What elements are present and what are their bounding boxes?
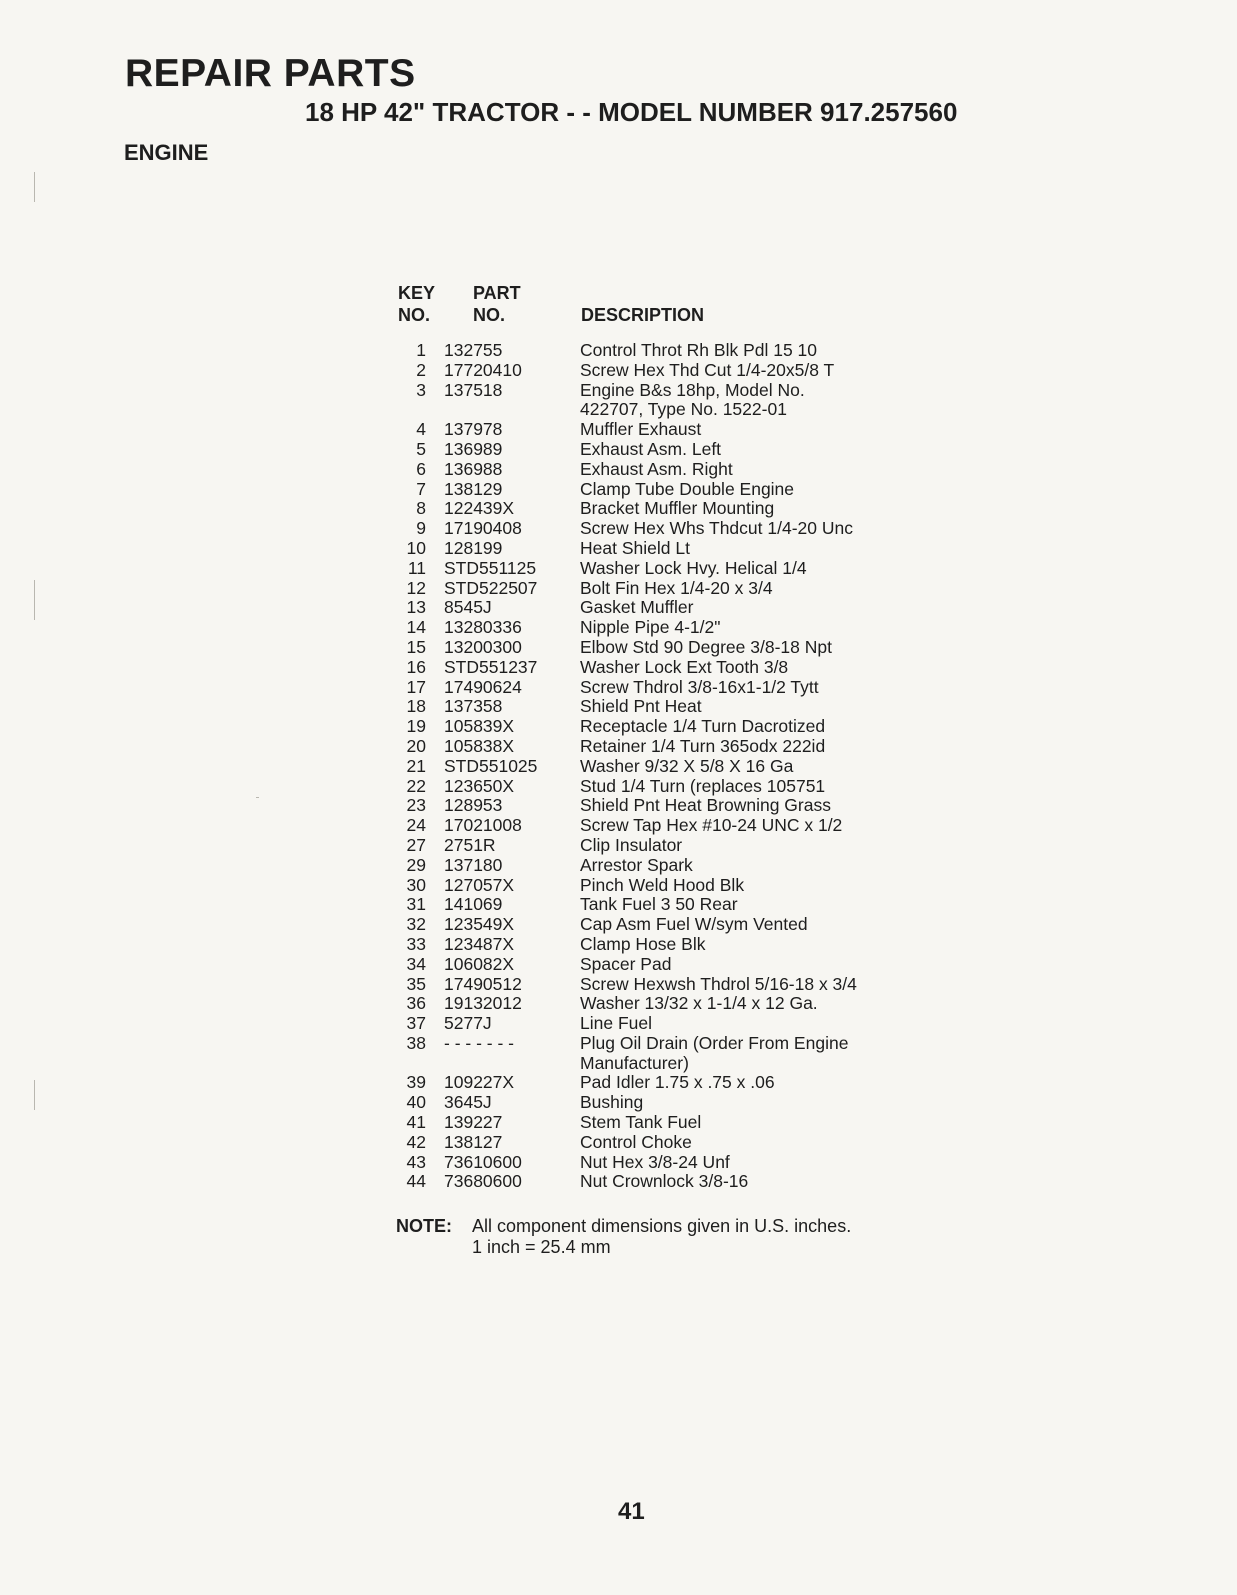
description-cell: Clip Insulator [580,834,683,855]
key-cell: 4 [416,419,426,440]
part-number-cell: 17021008 [444,815,522,836]
key-cell: 39 [406,1072,426,1093]
table-row [396,519,936,539]
page-number: 41 [618,1498,645,1525]
key-cell: 6 [416,458,426,479]
part-number-cell: 17490624 [444,676,522,697]
table-row [396,895,936,915]
description-cell: Nut Hex 3/8-24 Unf [580,1151,730,1172]
part-number-cell: 5277J [444,1013,492,1034]
table-row [396,777,936,797]
part-number-cell: 137180 [444,854,503,875]
part-number-cell: 8545J [444,597,492,618]
table-body [396,341,936,1192]
key-cell: 35 [406,973,426,994]
key-cell: 43 [406,1151,426,1172]
table-row [396,678,936,698]
key-cell: 32 [406,914,426,935]
table-row [396,836,936,856]
table-row [396,361,936,381]
part-number-cell: 2751R [444,834,496,855]
description-cell: Control Choke [580,1131,692,1152]
table-row [396,1093,936,1113]
key-cell: 12 [406,577,426,598]
key-cell: 30 [406,874,426,895]
note-line-2: 1 inch = 25.4 mm [472,1237,611,1257]
table-row [396,381,936,421]
key-cell: 31 [406,894,426,915]
description-cell: Shield Pnt Heat [580,696,702,717]
key-cell: 1 [416,340,426,360]
part-number-cell: 136989 [444,438,503,459]
description-cell: Line Fuel [580,1013,652,1034]
header-key: KEY [398,283,436,303]
key-cell: 7 [416,478,426,499]
description-cell: Exhaust Asm. Right [580,458,733,479]
table-row [396,598,936,618]
part-number-cell: 137518 [444,379,503,400]
table-row [396,757,936,777]
key-cell: 19 [406,716,426,737]
header-part: PART [473,283,521,303]
key-cell: 10 [406,537,426,558]
part-number-cell: STD551025 [444,755,538,776]
key-cell: 27 [406,834,426,855]
scan-mark [34,580,35,620]
key-cell: 8 [416,498,426,519]
key-cell: 13 [406,597,426,618]
description-cell: Screw Thdrol 3/8-16x1-1/2 Tytt [580,676,819,697]
part-number-cell: 105838X [444,735,515,756]
part-number-cell: 13200300 [444,636,522,657]
key-cell: 23 [406,795,426,816]
part-number-cell: 73680600 [444,1171,522,1192]
key-cell: 44 [406,1171,426,1192]
description-cell: Washer Lock Hvy. Helical 1/4 [580,557,807,578]
description-cell: Clamp Hose Blk [580,933,706,954]
description-cell: Pinch Weld Hood Blk [580,874,745,895]
description-cell: Tank Fuel 3 50 Rear [580,894,738,915]
key-cell: 36 [406,993,426,1014]
part-number-cell: 141069 [444,894,503,915]
description-cell: Pad Idler 1.75 x .75 x .06 [580,1072,775,1093]
table-row [396,737,936,757]
table-row [396,658,936,678]
description-cell: Bushing [580,1092,644,1113]
table-row [396,856,936,876]
part-number-cell: 3645J [444,1092,492,1113]
part-number-cell: 128199 [444,537,503,558]
part-number-cell: 19132012 [444,993,522,1014]
table-row [396,935,936,955]
key-cell: 17 [406,676,426,697]
table-row [396,1133,936,1153]
description-cell: Screw Hexwsh Thdrol 5/16-18 x 3/4 [580,973,857,994]
key-cell: 9 [416,518,426,539]
table-header [396,283,936,341]
key-cell: 16 [406,656,426,677]
key-cell: 34 [406,953,426,974]
description-cell: Gasket Muffler [580,597,694,618]
part-number-cell: 138129 [444,478,503,499]
description-cell: Spacer Pad [580,953,672,974]
description-cell: Arrestor Spark [580,854,693,875]
part-number-cell: STD551237 [444,656,538,677]
header-description: DESCRIPTION [581,305,705,325]
description-cell: Elbow Std 90 Degree 3/8-18 Npt [580,636,832,657]
part-number-cell: 17720410 [444,359,522,380]
description-cell: Bracket Muffler Mounting [580,498,775,519]
key-cell: 21 [406,755,426,776]
description-cell: Engine B&s 18hp, Model No. 422707, Type No. 1522-01 [580,379,805,420]
part-number-cell: 132755 [444,340,503,360]
description-cell: Washer 9/32 X 5/8 X 16 Ga [580,755,794,776]
table-row [396,559,936,579]
part-number-cell: 123650X [444,775,515,796]
table-row [396,341,936,361]
scan-mark [34,1080,35,1110]
table-row [396,1172,936,1192]
description-cell: Nut Crownlock 3/8-16 [580,1171,749,1192]
note-label: NOTE: [396,1216,452,1236]
description-cell: Washer 13/32 x 1-1/4 x 12 Ga. [580,993,818,1014]
table-row [396,697,936,717]
key-cell: 22 [406,775,426,796]
description-cell: Exhaust Asm. Left [580,438,722,459]
table-row [396,440,936,460]
description-cell: Clamp Tube Double Engine [580,478,795,499]
part-number-cell: 105839X [444,716,515,737]
part-number-cell: 123487X [444,933,515,954]
table-row [396,499,936,519]
key-cell: 40 [406,1092,426,1113]
table-row [396,717,936,737]
key-cell: 24 [406,815,426,836]
description-cell: Nipple Pipe 4-1/2" [580,617,721,638]
description-cell: Washer Lock Ext Tooth 3/8 [580,656,789,677]
table-row [396,539,936,559]
part-number-cell: 13280336 [444,617,522,638]
key-cell: 29 [406,854,426,875]
key-cell: 3 [416,379,426,400]
description-cell: Screw Hex Thd Cut 1/4-20x5/8 T [580,359,835,380]
table-row [396,1073,936,1093]
page-title: REPAIR PARTS [125,52,416,95]
description-cell: Muffler Exhaust [580,419,702,440]
description-cell: Receptacle 1/4 Turn Dacrotized [580,716,826,737]
part-number-cell: 109227X [444,1072,515,1093]
part-number-cell: STD551125 [444,557,537,578]
table-row [396,955,936,975]
table-row [396,1034,936,1074]
table-row [396,816,936,836]
key-cell: 2 [416,359,426,380]
description-cell: Screw Tap Hex #10-24 UNC x 1/2 [580,815,843,836]
part-number-cell: STD522507 [444,577,538,598]
header-part-no: NO. [473,305,506,325]
description-cell: Screw Hex Whs Thdcut 1/4-20 Unc [580,518,853,539]
key-cell: 42 [406,1131,426,1152]
description-cell: Cap Asm Fuel W/sym Vented [580,914,808,935]
part-number-cell: 137978 [444,419,503,440]
table-row [396,579,936,599]
table-row [396,420,936,440]
description-cell: Retainer 1/4 Turn 365odx 222id [580,735,826,756]
table-row [396,618,936,638]
table-row [396,876,936,896]
table-row [396,994,936,1014]
table-row [396,915,936,935]
key-cell: 38 [406,1032,426,1053]
key-cell: 18 [406,696,426,717]
key-cell: 33 [406,933,426,954]
part-number-cell: 106082X [444,953,515,974]
part-number-cell: 73610600 [444,1151,522,1172]
table-row [396,480,936,500]
table-row [396,1113,936,1133]
table-row [396,460,936,480]
key-cell: 20 [406,735,426,756]
scan-mark [34,172,35,202]
table-row [396,1153,936,1173]
description-cell: Stud 1/4 Turn (replaces 105751 [580,775,826,796]
part-number-cell: 128953 [444,795,503,816]
header-key-no: NO. [398,305,431,325]
part-number-cell: 17490512 [444,973,522,994]
part-number-cell: 122439X [444,498,515,519]
description-cell: Stem Tank Fuel [580,1112,702,1133]
parts-table [396,283,936,1192]
key-cell: 15 [406,636,426,657]
description-cell: Shield Pnt Heat Browning Grass [580,795,831,816]
table-row [396,975,936,995]
part-number-cell: 136988 [444,458,503,479]
table-row [396,638,936,658]
page-subtitle: 18 HP 42" TRACTOR - - MODEL NUMBER 917.257560 [305,97,958,127]
description-cell: Heat Shield Lt [580,537,690,558]
key-cell: 5 [416,438,426,459]
key-cell: 41 [406,1112,426,1133]
part-number-cell: 139227 [444,1112,503,1133]
part-number-cell: 137358 [444,696,503,717]
description-cell: Bolt Fin Hex 1/4-20 x 3/4 [580,577,773,598]
key-cell: 14 [406,617,426,638]
table-row [396,796,936,816]
key-cell: 37 [406,1013,426,1034]
section-title: ENGINE [124,140,209,165]
description-cell: Plug Oil Drain (Order From Engine Manufacturer) [580,1032,849,1073]
key-cell: 11 [407,557,426,578]
note [396,1216,851,1258]
note-line-1: All component dimensions given in U.S. inches. [472,1216,852,1236]
part-number-cell: 123549X [444,914,515,935]
part-number-cell: - - - - - - - [444,1032,514,1053]
table-row [396,1014,936,1034]
part-number-cell: 127057X [444,874,515,895]
scan-mark [256,797,259,798]
part-number-cell: 17190408 [444,518,522,539]
description-cell: Control Throt Rh Blk Pdl 15 10 [580,340,818,360]
part-number-cell: 138127 [444,1131,503,1152]
